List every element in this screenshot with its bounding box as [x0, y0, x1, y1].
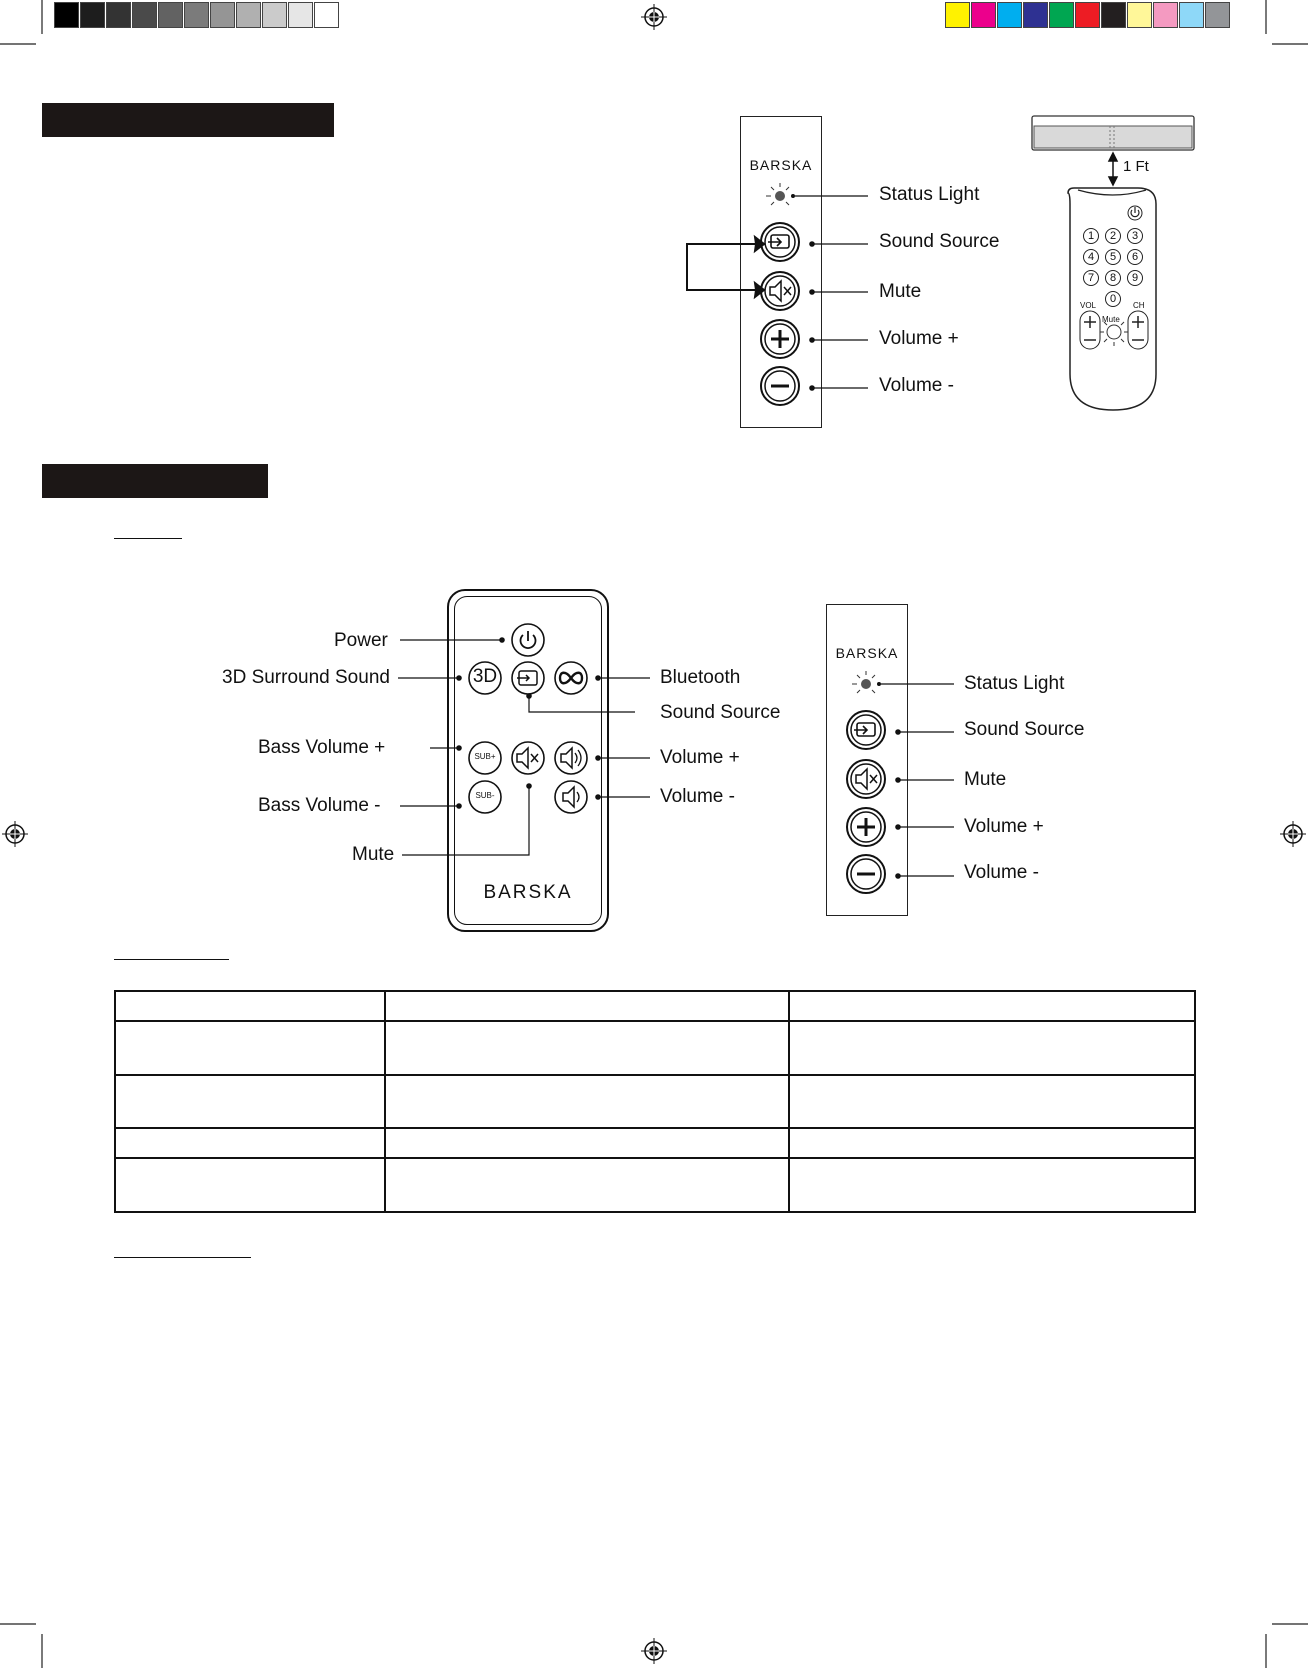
mute-icon — [761, 272, 799, 310]
barska-logo: BARSKA — [749, 157, 813, 173]
keypad-key: 9 — [1127, 270, 1143, 286]
label-volume-minus: Volume - — [879, 375, 954, 396]
sound-source-icon — [847, 711, 885, 749]
sound-source-icon — [761, 223, 799, 261]
label-mute: Mute — [964, 769, 1007, 790]
table-row — [115, 1158, 1195, 1212]
barska-logo: BARSKA — [835, 645, 899, 661]
volume-plus-icon — [761, 320, 799, 358]
keypad-key: 3 — [1127, 228, 1143, 244]
keypad-key: 4 — [1083, 249, 1099, 265]
section-header-bar — [42, 103, 334, 137]
section-header-bar — [42, 464, 268, 498]
sub-plus-label: SUB+ — [474, 752, 496, 761]
sub-minus-label: SUB- — [475, 791, 495, 800]
mute-icon — [847, 760, 885, 798]
keypad-key: 1 — [1083, 228, 1099, 244]
label-mute: Mute — [879, 281, 922, 302]
status-light-icon — [766, 183, 795, 205]
status-light-icon — [852, 671, 881, 693]
label-bass-minus: Bass Volume - — [258, 795, 381, 816]
keypad-key: 2 — [1105, 228, 1121, 244]
registration-mark — [2, 821, 28, 847]
mute-small-label: Mute — [1102, 315, 1120, 324]
keypad-key: 5 — [1105, 249, 1121, 265]
keypad-key: 7 — [1083, 270, 1099, 286]
label-volume-minus: Volume - — [964, 862, 1039, 883]
side-panel-graphics — [766, 668, 966, 908]
remote-leader-lines — [200, 600, 650, 870]
label-3d-surround: 3D Surround Sound — [222, 667, 390, 688]
table-row — [115, 1075, 1195, 1128]
volume-minus-icon — [761, 367, 799, 405]
label-sound-source: Sound Source — [879, 231, 1000, 252]
keypad-key: 0 — [1105, 291, 1121, 307]
vol-label: VOL — [1080, 301, 1097, 310]
tv-remote-labels — [1029, 112, 1199, 414]
label-power: Power — [334, 630, 388, 651]
ch-label: CH — [1133, 301, 1145, 310]
barska-logo: BARSKA — [483, 882, 573, 903]
label-volume-minus: Volume - — [660, 786, 735, 807]
subheading-rule — [114, 538, 182, 539]
volume-plus-icon — [847, 808, 885, 846]
registration-mark — [641, 4, 667, 30]
subheading-rule — [114, 959, 229, 960]
keypad-key: 6 — [1127, 249, 1143, 265]
table-row — [115, 1128, 1195, 1158]
label-volume-plus: Volume + — [660, 747, 740, 768]
label-bass-plus: Bass Volume + — [258, 737, 386, 758]
label-status-light: Status Light — [879, 184, 980, 205]
label-volume-plus: Volume + — [879, 328, 959, 349]
top-panel-graphics — [680, 180, 880, 420]
label-sound-source: Sound Source — [660, 702, 781, 723]
table-row — [115, 991, 1195, 1021]
label-mute: Mute — [352, 844, 395, 865]
volume-minus-icon — [847, 855, 885, 893]
specification-table — [114, 990, 1196, 1213]
registration-mark — [1280, 821, 1306, 847]
table-row — [115, 1021, 1195, 1075]
label-sound-source: Sound Source — [964, 719, 1085, 740]
label-volume-plus: Volume + — [964, 816, 1044, 837]
distance-label: 1 Ft — [1123, 158, 1149, 175]
subheading-rule — [114, 1257, 251, 1258]
label-status-light: Status Light — [964, 673, 1065, 694]
keypad-key: 8 — [1105, 270, 1121, 286]
registration-mark — [641, 1638, 667, 1664]
surround-button-label: 3D — [472, 666, 498, 687]
label-bluetooth: Bluetooth — [660, 667, 741, 688]
